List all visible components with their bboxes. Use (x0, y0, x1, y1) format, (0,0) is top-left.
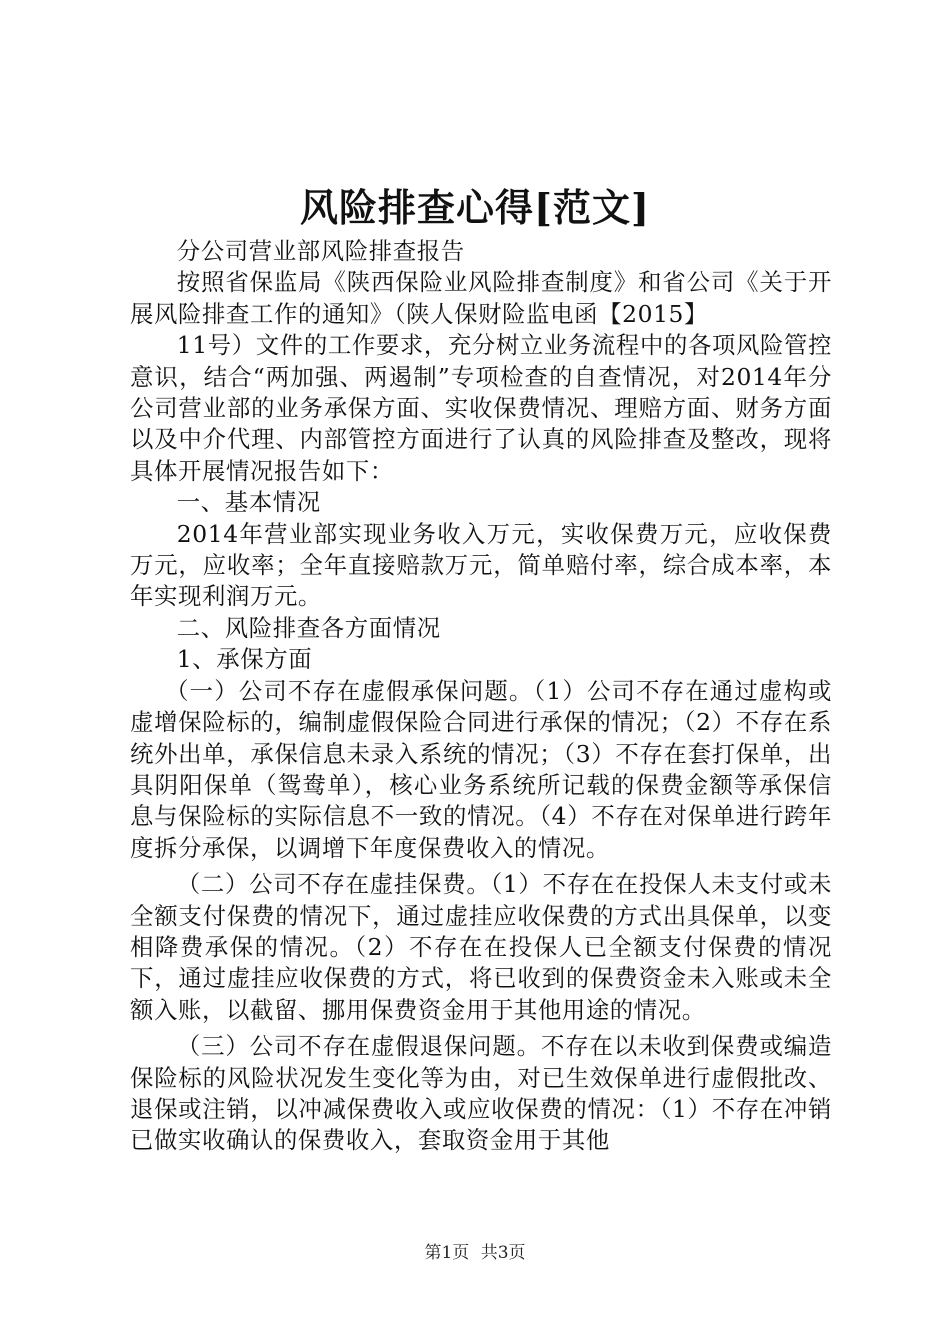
paragraph-item-3: （三）公司不存在虚假退保问题。不存在以未收到保费或编造保险标的风险状况发生变化等为由，对已生效保单进行虚假批改、退保或注销，以冲减保费收入或应收保费的情况：（1）不存在冲销已做实收确认的保费收入，套取资金用于其他 (130, 1032, 832, 1155)
page-total: 共3页 (480, 1243, 526, 1263)
document-title: 风险排查心得[范文] (300, 185, 650, 230)
section-heading-risk: 二、风险排查各方面情况 (176, 613, 441, 642)
page-footer (0, 1241, 950, 1265)
paragraph-basic-situation: 2014年营业部实现业务收入万元，实收保费万元，应收保费万元，应收率；全年直接赔款万元，简单赔付率，综合成本率，本年实现利润万元。 (130, 519, 832, 611)
paragraph-item-1: （一）公司不存在虚假承保问题。（1）公司不存在通过虚构或虚增保险标的，编制虚假保险合同进行承保的情况；（2）不存在系统外出单，承保信息未录入系统的情况；（3）不存在套打保单，出具阴阳保单（鸳鸯单），核心业务系统所记载的保费金额等承保信息与保险标的实际信息不一致的情况。（4）不存在对保单进行跨年度拆分承保，以调增下年度保费收入的情况。 (130, 676, 832, 862)
paragraph-intro: 按照省保监局《陕西保险业风险排查制度》和省公司《关于开展风险排查工作的通知》（陕人保财险监电函【2015】 (130, 268, 832, 328)
section-heading-basic: 一、基本情况 (176, 488, 321, 517)
document-body (130, 236, 832, 1157)
subsection-heading-underwriting: 1、承保方面 (176, 645, 313, 674)
page-number: 第1页 (424, 1243, 470, 1263)
paragraph-intro-continued: 11号）文件的工作要求，充分树立业务流程中的各项风险管控意识，结合“两加强、两遏制”专项检查的自查情况，对2014年分公司营业部的业务承保方面、实收保费情况、理赔方面、财务方面以及中介代理、内部管控方面进行了认真的风险排查及整改，现将具体开展情况报告如下： (130, 331, 832, 485)
paragraph-item-2: （二）公司不存在虚挂保费。（1）不存在在投保人未支付或未全额支付保费的情况下，通过虚挂应收保费的方式出具保单，以变相降费承保的情况。（2）不存在在投保人已全额支付保费的情况下，通过虚挂应收保费的方式，将已收到的保费资金未入账或未全额入账，以截留、挪用保费资金用于其他用途的情况。 (130, 870, 832, 1024)
paragraph-report-heading: 分公司营业部风险排查报告 (176, 237, 465, 265)
